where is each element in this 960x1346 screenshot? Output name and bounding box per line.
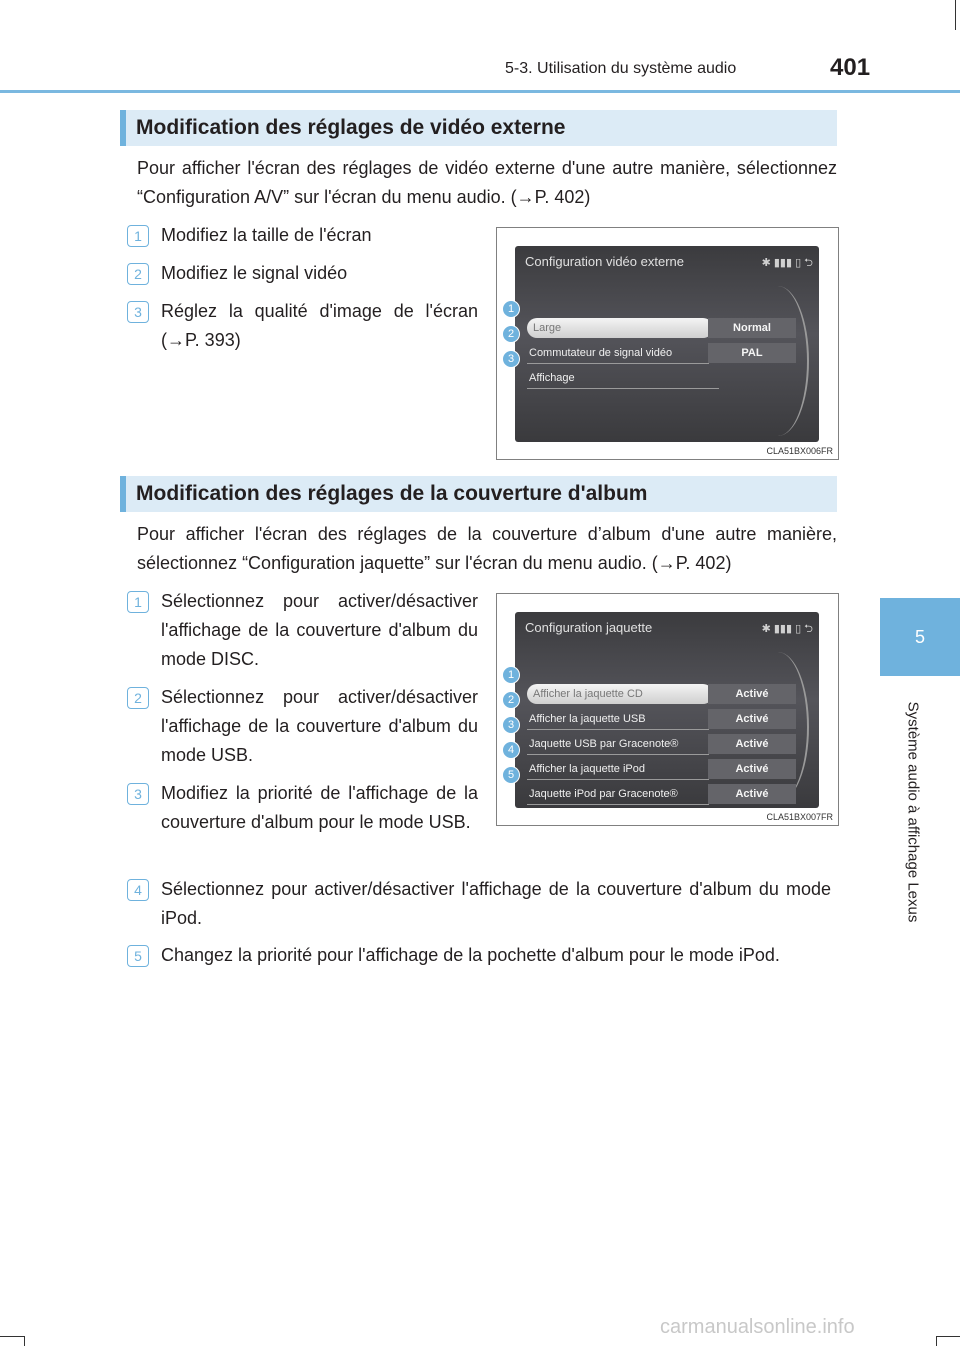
item-number: 2 bbox=[127, 263, 149, 285]
display-screen bbox=[515, 612, 819, 808]
external-video-screen-figure bbox=[496, 227, 839, 460]
callout-number: 1 bbox=[502, 300, 520, 318]
crop-mark bbox=[0, 1336, 24, 1337]
item-number: 3 bbox=[127, 783, 149, 805]
item-number: 2 bbox=[127, 687, 149, 709]
chapter-side-label bbox=[902, 690, 924, 934]
chapter-side-label-text: Système audio à affichage Lexus bbox=[904, 701, 922, 923]
callout-number: 5 bbox=[502, 766, 520, 784]
section-banner-external-video bbox=[120, 110, 837, 146]
callout-number: 4 bbox=[502, 741, 520, 759]
item-number: 5 bbox=[127, 945, 149, 967]
chapter-tab-number: 5 bbox=[914, 626, 925, 647]
item-text: Sélectionnez pour activer/désactiver l'affichage de la couverture d'album du mode USB. bbox=[161, 687, 478, 765]
setting-row-label[interactable]: Large bbox=[527, 318, 713, 338]
setting-row-value[interactable]: Normal bbox=[708, 318, 796, 338]
setting-row-label[interactable]: Affichage bbox=[527, 368, 719, 389]
item-text: Modifiez la priorité de l'affichage de la couverture d'album pour le mode USB. bbox=[161, 783, 478, 832]
setting-row-label[interactable]: Commutateur de signal vidéo bbox=[527, 343, 709, 364]
setting-row-value[interactable]: Activé bbox=[708, 684, 796, 704]
callout-number: 2 bbox=[502, 325, 520, 343]
item-text: Modifiez le signal vidéo bbox=[161, 263, 348, 283]
item-text: Sélectionnez pour activer/désactiver l'affichage de la couverture d'album du mode DISC. bbox=[161, 591, 478, 669]
setting-row-value[interactable]: Activé bbox=[708, 759, 796, 779]
callout-number: 3 bbox=[502, 716, 520, 734]
item-number: 1 bbox=[127, 591, 149, 613]
chapter-tab bbox=[880, 598, 960, 676]
setting-row-value[interactable]: Activé bbox=[708, 734, 796, 754]
screen-title: Configuration vidéo externe bbox=[525, 254, 684, 269]
album-cover-screen-figure bbox=[496, 593, 839, 826]
section-banner-album-cover bbox=[120, 476, 837, 512]
setting-row-label[interactable]: Afficher la jaquette iPod bbox=[527, 759, 709, 780]
setting-row-label[interactable]: Afficher la jaquette USB bbox=[527, 709, 709, 730]
section-title: Modification des réglages de vidéo externe bbox=[136, 116, 566, 139]
setting-row-value[interactable]: Activé bbox=[708, 784, 796, 804]
item-text: Modifiez la taille de l'écran bbox=[161, 225, 372, 245]
setting-row-value[interactable]: PAL bbox=[708, 343, 796, 363]
setting-row-label[interactable]: Jaquette iPod par Gracenote® bbox=[527, 784, 709, 805]
crop-mark bbox=[24, 1336, 25, 1346]
setting-row-label[interactable]: Jaquette USB par Gracenote® bbox=[527, 734, 709, 755]
section-intro: Pour afficher l'écran des réglages de la couverture d’album d'une autre manière, sélectionnez “Configuration jaquette” sur l'écran du menu audio. (→P. 402) bbox=[137, 524, 837, 573]
figure-code: CLA51BX007FR bbox=[766, 812, 833, 822]
screen-title: Configuration jaquette bbox=[525, 620, 653, 635]
section-intro: Pour afficher l'écran des réglages de vidéo externe d'une autre manière, sélectionnez “Configuration A/V” sur l'écran du menu audio. (→P. 402) bbox=[137, 158, 837, 207]
setting-row-value[interactable]: Activé bbox=[708, 709, 796, 729]
item-text: Réglez la qualité d'image de l'écran (→P. 393) bbox=[161, 301, 478, 350]
watermark: carmanualsonline.info bbox=[660, 1316, 855, 1338]
callout-number: 1 bbox=[502, 666, 520, 684]
header-rule bbox=[0, 90, 960, 93]
item-number: 3 bbox=[127, 301, 149, 323]
callout-number: 2 bbox=[502, 691, 520, 709]
status-icons: ✱ ▮▮▮ ▯ ⮌ bbox=[761, 257, 813, 269]
callout-number: 3 bbox=[502, 350, 520, 368]
item-number: 4 bbox=[127, 879, 149, 901]
status-icons: ✱ ▮▮▮ ▯ ⮌ bbox=[761, 623, 813, 635]
item-text: Changez la priorité pour l'affichage de la pochette d'album pour le mode iPod. bbox=[161, 945, 780, 965]
crop-mark bbox=[936, 1336, 937, 1346]
crop-mark bbox=[936, 1336, 960, 1337]
section-title: Modification des réglages de la couverture d'album bbox=[136, 482, 648, 505]
display-screen bbox=[515, 246, 819, 442]
figure-code: CLA51BX006FR bbox=[766, 446, 833, 456]
item-text: Sélectionnez pour activer/désactiver l'affichage de la couverture d'album du mode iPod. bbox=[161, 879, 831, 928]
item-number: 1 bbox=[127, 225, 149, 247]
crop-mark bbox=[955, 0, 956, 30]
page-number: 401 bbox=[830, 54, 871, 81]
setting-row-label[interactable]: Afficher la jaquette CD bbox=[527, 684, 713, 704]
chapter-heading: 5-3. Utilisation du système audio bbox=[505, 60, 737, 77]
